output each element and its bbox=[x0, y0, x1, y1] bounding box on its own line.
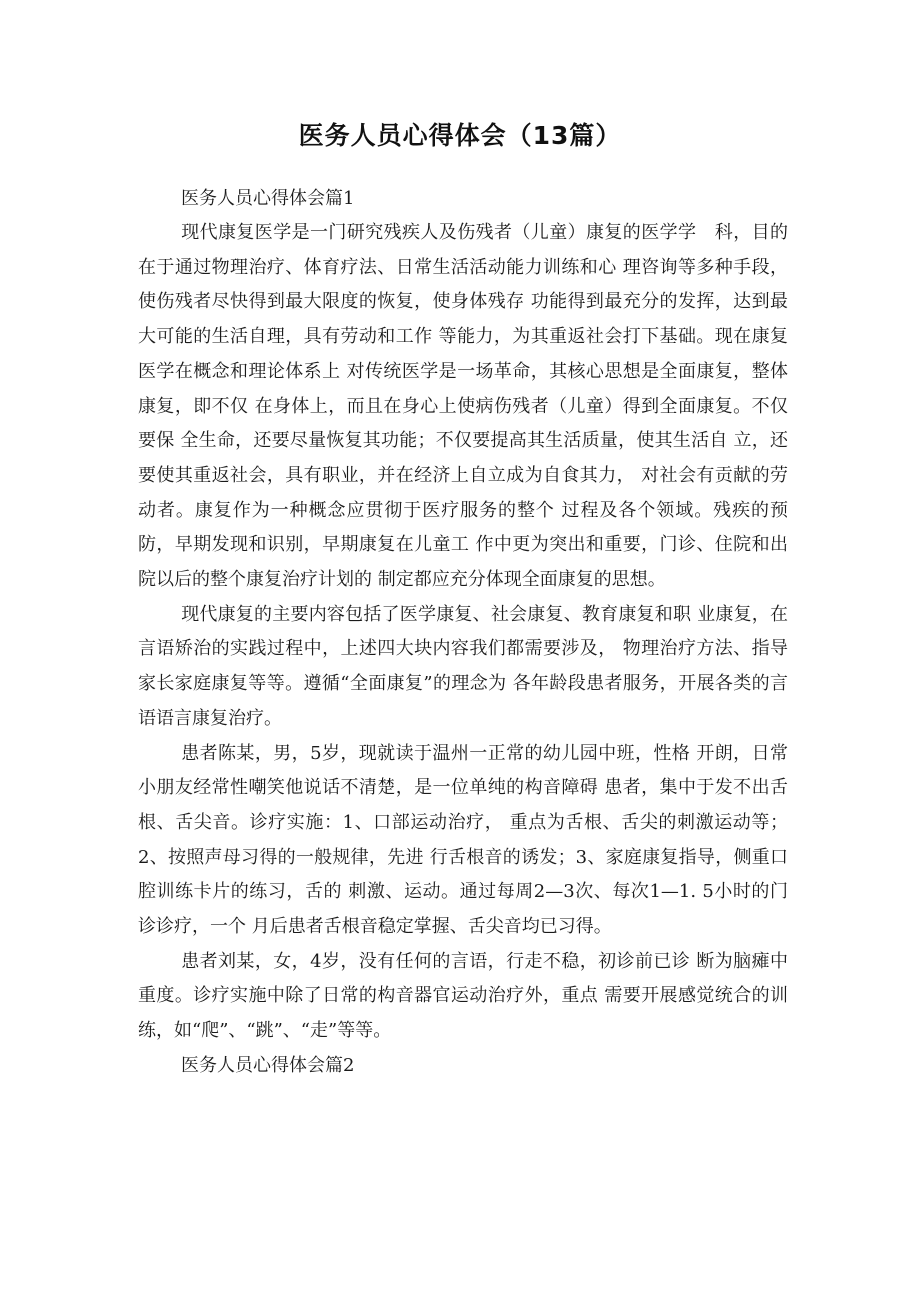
section-heading-2: 医务人员心得体会篇2 bbox=[181, 1054, 355, 1076]
section-heading-1: 医务人员心得体会篇1 bbox=[181, 188, 355, 209]
paragraph-4: 患者刘某，女，4岁，没有任何的言语，行走不稳，初诊前已诊 断为脑瘫中重度。诊疗实施中除了日常的构音器官运动治疗外，重点 需要开展感觉统合的训练，如“爬”、“跳”、“走”等等。 bbox=[138, 950, 788, 1042]
document-title: 医务人员心得体会（13篇） bbox=[298, 121, 622, 150]
document-body bbox=[138, 182, 788, 1083]
paragraph-2: 现代康复的主要内容包括了医学康复、社会康复、教育康复和职 业康复，在言语矫治的实践过程中，上述四大块内容我们都需要涉及， 物理治疗方法、指导家长家庭康复等等。遵循“全面康复”的理念为 各年龄段患者服务，开展各类的言语语言康复治疗。 bbox=[138, 603, 788, 729]
paragraph-3: 患者陈某，男，5岁，现就读于温州一正常的幼儿园中班，性格 开朗，日常小朋友经常性嘲笑他说话不清楚，是一位单纯的构音障碍 患者，集中于发不出舌根、舌尖音。诊疗实施：1、口部运动治疗， 重点为舌根、舌尖的刺激运动等；2、按照声母习得的一般规律，先进 行舌根音的诱发；3、家庭康复指导，侧重口腔训练卡片的练习，舌的 刺激、运动。通过每周2—3次、每次1—1. 5小时的门诊诊疗，一个 月后患者舌根音稳定掌握、舌尖音均已习得。 bbox=[138, 742, 788, 938]
paragraph-1: 现代康复医学是一门研究残疾人及伤残者（儿童）康复的医学学 科，目的在于通过物理治疗、体育疗法、日常生活活动能力训练和心 理咨询等多种手段，使伤残者尽快得到最大限度的恢复，使身体残存 功能得到最充分的发挥，达到最大可能的生活自理，具有劳动和工作 等能力，为其重返社会打下基础。现在康复医学在概念和理论体系上 对传统医学是一场革命，其核心思想是全面康复，整体康复，即不仅 在身体上，而且在身心上使病伤残者（儿童）得到全面康复。不仅要保 全生命，还要尽量恢复其功能；不仅要提高其生活质量，使其生活自 立，还要使其重返社会，具有职业，并在经济上自立成为自食其力， 对社会有贡献的劳动者。康复作为一种概念应贯彻于医疗服务的整个 过程及各个领域。残疾的预防，早期发现和识别，早期康复在儿童工 作中更为突出和重要，门诊、住院和出院以后的整个康复治疗计划的 制定都应充分体现全面康复的思想。 bbox=[138, 222, 788, 591]
